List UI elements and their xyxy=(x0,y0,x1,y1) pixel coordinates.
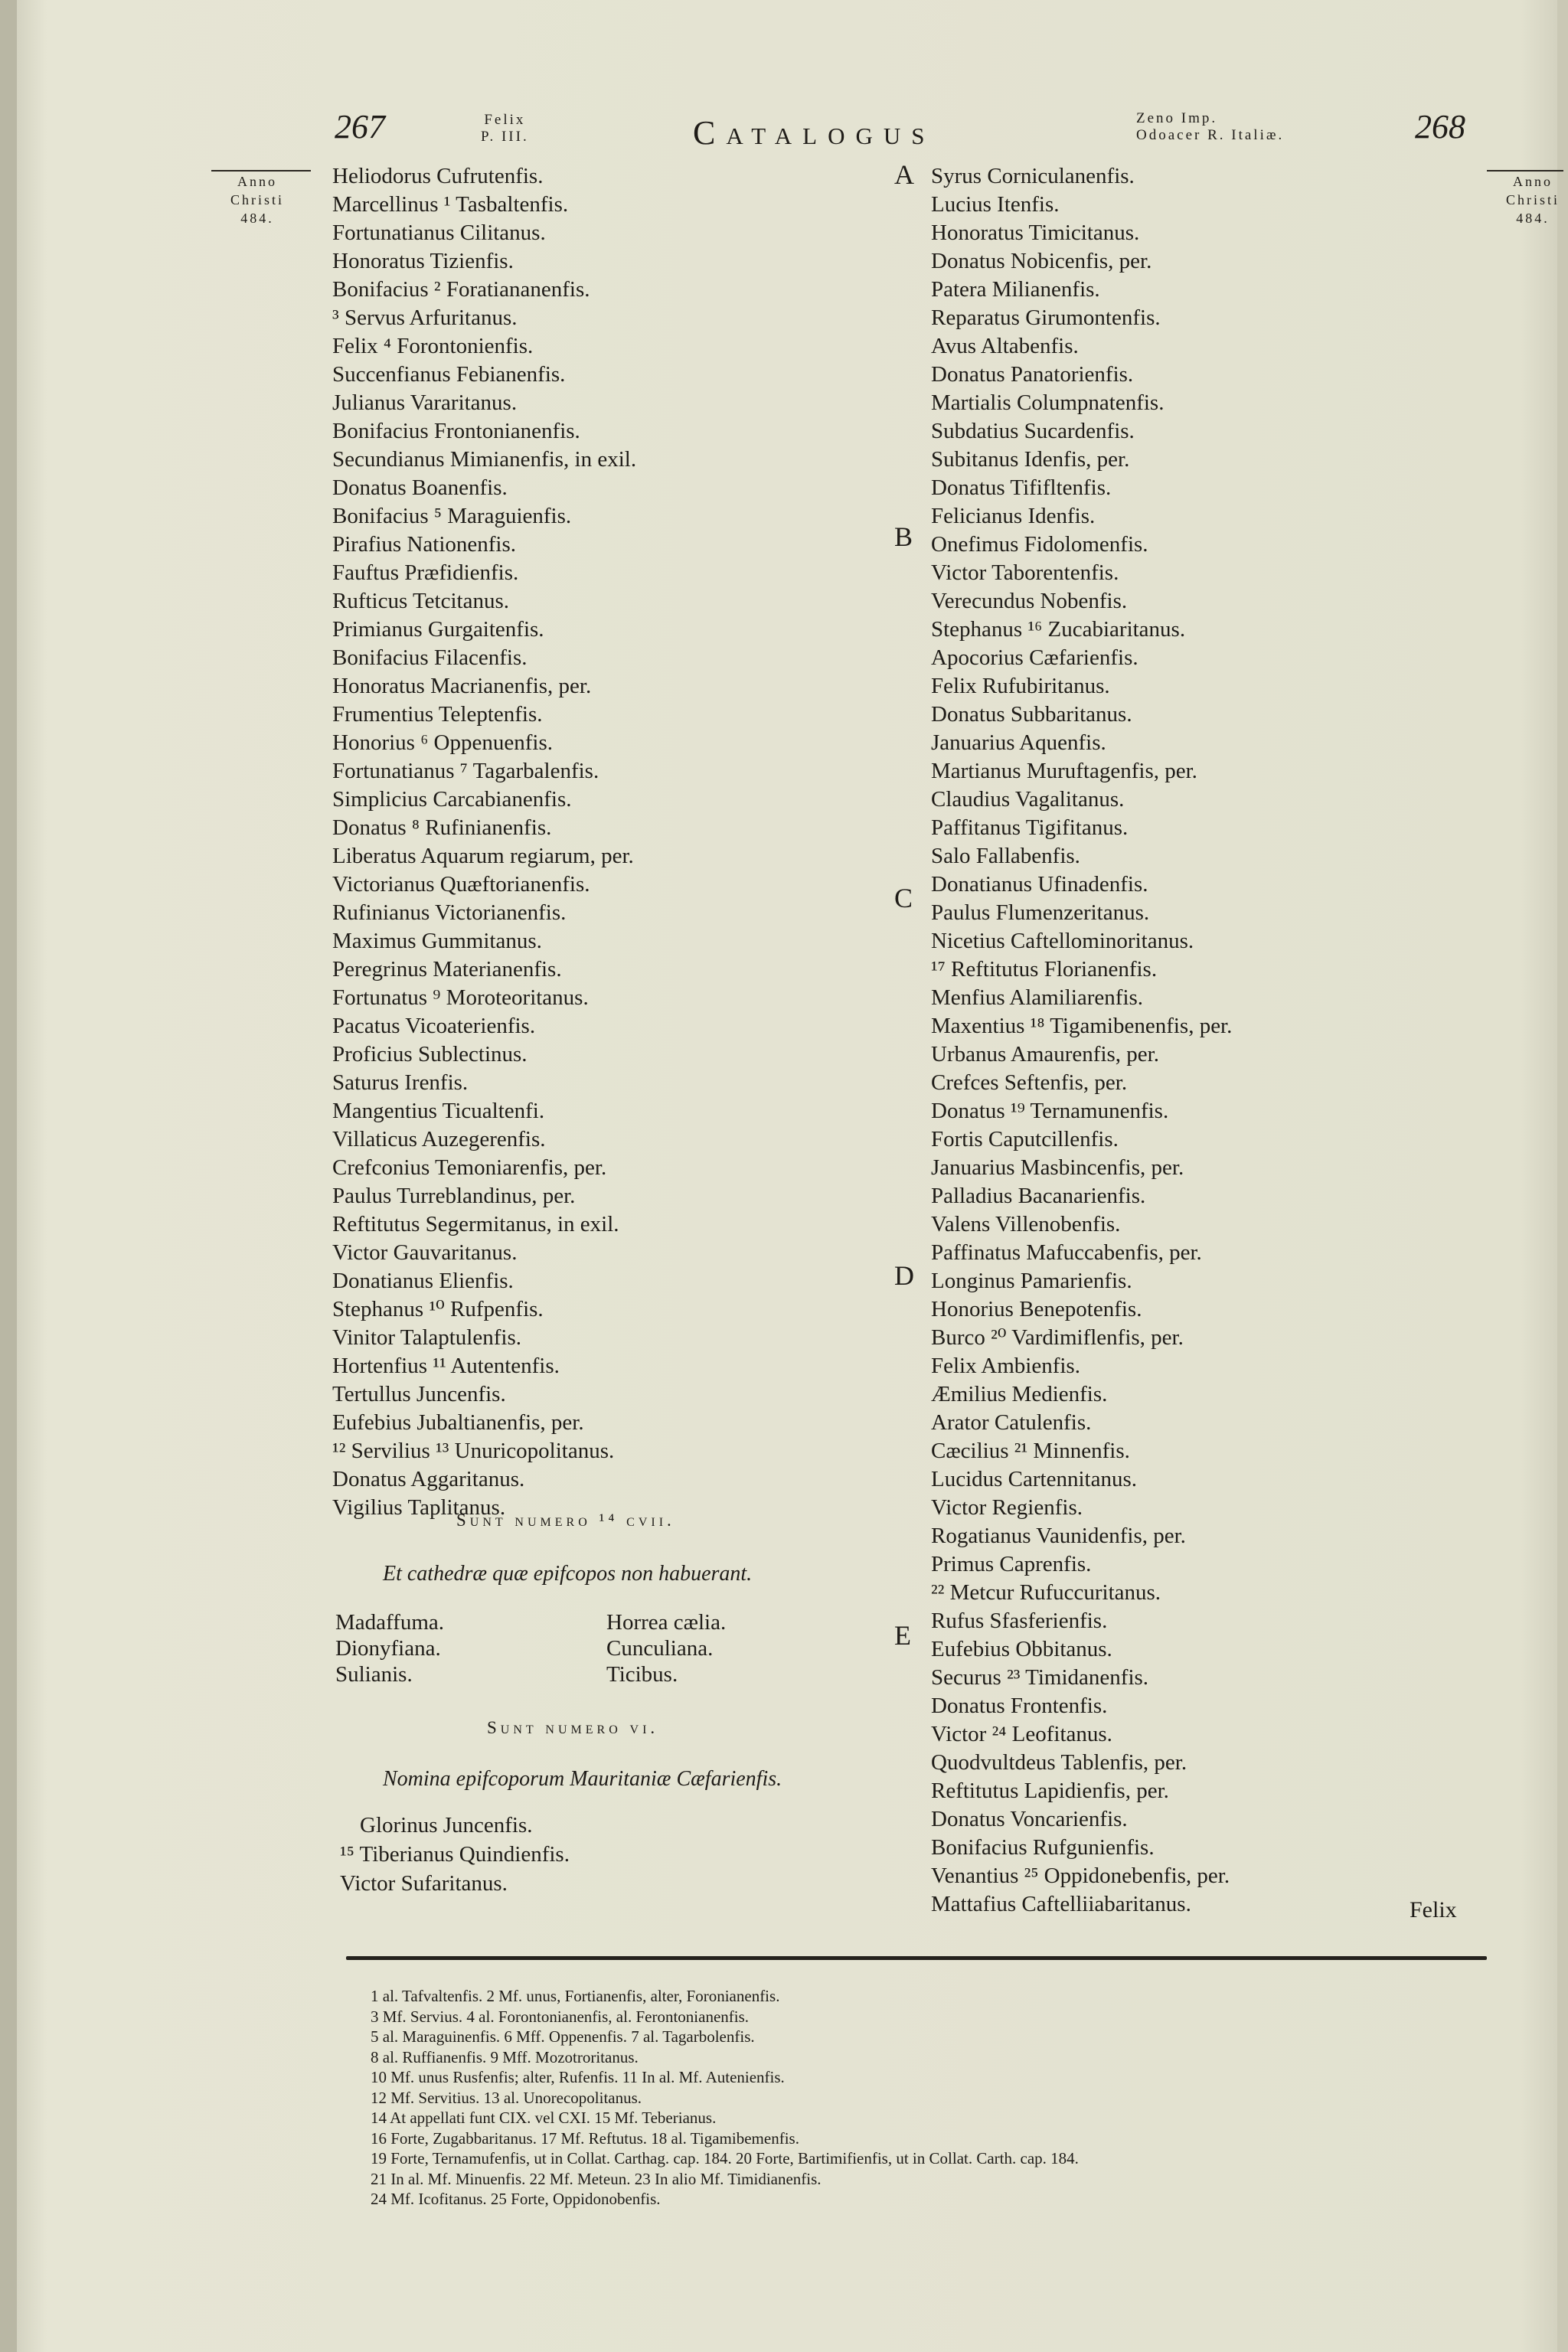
mauritania-item: ¹⁵ Tiberianus Quindienfis. xyxy=(340,1842,570,1867)
bishop-entry: Secundianus Mimianenfis, in exil. xyxy=(332,447,637,472)
bishop-entry: Vigilius Taplitanus. xyxy=(332,1495,506,1520)
bishop-entry: Saturus Irenfis. xyxy=(332,1070,469,1095)
footnote-divider xyxy=(346,1956,1487,1960)
bishop-entry: Donatus Frontenfis. xyxy=(931,1694,1108,1718)
bishop-entry: Peregrinus Materianenfis. xyxy=(332,957,562,982)
page-gutter-left xyxy=(0,0,17,2352)
bishop-entry: Rogatianus Vaunidenfis, per. xyxy=(931,1524,1186,1548)
footnote-line: 14 At appellati funt CIX. vel CXI. 15 Mf. Teberianus. xyxy=(371,2109,717,2127)
bishop-entry: Reparatus Girumontenfis. xyxy=(931,305,1161,330)
bishop-entry: Hortenfius ¹¹ Autentenfis. xyxy=(332,1354,560,1378)
margin-year-left xyxy=(211,172,303,227)
margin-right-line1: Anno xyxy=(1513,174,1553,189)
cathedra-item: Horrea cælia. xyxy=(606,1610,727,1635)
bishop-entry: Stephanus ¹⁶ Zucabiaritanus. xyxy=(931,617,1186,642)
bishop-entry: Honoratus Macrianenfis, per. xyxy=(332,674,592,698)
cathedra-item: Ticibus. xyxy=(606,1662,678,1687)
bishop-entry: Patera Milianenfis. xyxy=(931,277,1100,302)
bishop-entry: Quodvultdeus Tablenfis, per. xyxy=(931,1750,1187,1775)
anno-rule-right xyxy=(1487,170,1563,172)
bishop-entry: Subitanus Idenfis, per. xyxy=(931,447,1130,472)
bishop-entry: Valens Villenobenfis. xyxy=(931,1212,1121,1236)
section-marker-e: E xyxy=(894,1620,911,1651)
bishop-entry: Crefconius Temoniarenfis, per. xyxy=(332,1155,607,1180)
bishop-entry: Onefimus Fidolomenfis. xyxy=(931,532,1148,557)
cathedra-item: Dionyfiana. xyxy=(335,1636,441,1661)
margin-left-line2: Christi xyxy=(230,192,284,207)
header-left-line2: P. III. xyxy=(481,129,529,145)
footnote-line: 3 Mf. Servius. 4 al. Forontonianenfis, al. Ferontonianenfis. xyxy=(371,2007,750,2026)
cathedra-item: Madaffuma. xyxy=(335,1610,444,1635)
bishop-entry: Rufus Sfasferienfis. xyxy=(931,1609,1108,1633)
bishop-entry: Donatianus Ufinadenfis. xyxy=(931,872,1148,897)
bishop-entry: Paulus Flumenzeritanus. xyxy=(931,900,1150,925)
bishop-entry: Mattafius Caftelliiabaritanus. xyxy=(931,1892,1191,1916)
bishop-entry: Paffinatus Mafuccabenfis, per. xyxy=(931,1240,1202,1265)
bishop-entry: Honoratus Tizienfis. xyxy=(332,249,514,273)
cathedrae-heading: Et cathedræ quæ epifcopos non habuerant. xyxy=(383,1562,753,1586)
bishop-entry: Syrus Corniculanenfis. xyxy=(931,164,1135,188)
mauritania-heading: Nomina epifcoporum Mauritaniæ Cæfarienfis. xyxy=(383,1767,782,1791)
bishop-entry: Vinitor Talaptulenfis. xyxy=(332,1325,521,1350)
bishop-entry: Æmilius Medienfis. xyxy=(931,1382,1108,1406)
bishop-entry: ²² Metcur Rufuccuritanus. xyxy=(931,1580,1161,1605)
footnote-line: 19 Forte, Ternamufenfis, ut in Collat. Carthag. cap. 184. 20 Forte, Bartimifienfis, ut in Collat. Carth. cap. 184. xyxy=(371,2149,1079,2167)
margin-left-line3: 484. xyxy=(240,211,274,226)
bishop-entry: Bonifacius ² Foratiananenfis. xyxy=(332,277,590,302)
bishop-entry: Marcellinus ¹ Tasbaltenfis. xyxy=(332,192,569,217)
bishop-entry: Verecundus Nobenfis. xyxy=(931,589,1128,613)
bishop-entry: Donatus ⁸ Rufinianenfis. xyxy=(332,815,552,840)
footnote-line: 24 Mf. Icofitanus. 25 Forte, Oppidonobenfis. xyxy=(371,2190,661,2208)
bishop-entry: Salo Fallabenfis. xyxy=(931,844,1080,868)
bishop-entry: ¹² Servilius ¹³ Unuricopolitanus. xyxy=(332,1439,615,1463)
bishop-entry: Eufebius Obbitanus. xyxy=(931,1637,1112,1661)
bishop-entry: Rufinianus Victorianenfis. xyxy=(332,900,567,925)
bishop-entry: Felix Rufubiritanus. xyxy=(931,674,1110,698)
bishop-entry: Proficius Sublectinus. xyxy=(332,1042,528,1067)
cathedrae-left-list xyxy=(335,1609,444,1687)
bishop-entry: Donatus Panatorienfis. xyxy=(931,362,1134,387)
bishop-entry: Paffitanus Tigifitanus. xyxy=(931,815,1129,840)
bishop-entry: Eufebius Jubaltianenfis, per. xyxy=(332,1410,584,1435)
bishop-entry: Cæcilius ²¹ Minnenfis. xyxy=(931,1439,1130,1463)
mauritania-item: Glorinus Juncenfis. xyxy=(360,1813,533,1838)
bishop-entry: Honorius Benepotenfis. xyxy=(931,1297,1142,1321)
bishop-entry: Maxentius ¹⁸ Tigamibenenfis, per. xyxy=(931,1014,1233,1038)
footnote-line: 10 Mf. unus Rusfenfis; alter, Rufenfis. 11 In al. Mf. Autenienfis. xyxy=(371,2068,785,2086)
bishop-entry: Stephanus ¹⁰ Rufpenfis. xyxy=(332,1297,544,1321)
bishop-entry: Fortunatianus ⁷ Tagarbalenfis. xyxy=(332,759,599,783)
bishop-entry: Primus Caprenfis. xyxy=(931,1552,1092,1576)
bishop-entry: Succenfianus Febianenfis. xyxy=(332,362,566,387)
bishop-entry: Avus Altabenfis. xyxy=(931,334,1079,358)
sunt-numero-107: Sunt numero ¹⁴ cvii. xyxy=(456,1511,675,1530)
bishop-entry: Victor ²⁴ Leofitanus. xyxy=(931,1722,1112,1746)
bishop-entry: Mangentius Ticualtenfi. xyxy=(332,1099,545,1123)
bishop-entry: Tertullus Juncenfis. xyxy=(332,1382,506,1406)
bishop-entry: Martialis Columpnatenfis. xyxy=(931,390,1165,415)
bishop-entry: Pacatus Vicoaterienfis. xyxy=(332,1014,536,1038)
mauritania-item: Victor Sufaritanus. xyxy=(340,1871,508,1896)
bishop-entry: Reftitutus Segermitanus, in exil. xyxy=(332,1212,619,1236)
bishop-entry: Julianus Vararitanus. xyxy=(332,390,518,415)
bishop-entry: Donatus Subbaritanus. xyxy=(931,702,1132,727)
margin-right-line2: Christi xyxy=(1505,192,1560,207)
bishop-entry: Crefces Seftenfis, per. xyxy=(931,1070,1128,1095)
bishop-entry: Bonifacius Frontonianenfis. xyxy=(332,419,580,443)
section-marker-d: D xyxy=(894,1260,914,1291)
bishop-entry: Nicetius Caftellominoritanus. xyxy=(931,929,1194,953)
footnote-line: 8 al. Ruffianenfis. 9 Mff. Mozotroritanus. xyxy=(371,2047,639,2066)
page-gutter-right xyxy=(1557,0,1568,2352)
bishop-entry: Bonifacius ⁵ Maraguienfis. xyxy=(332,504,572,528)
margin-year-right xyxy=(1487,172,1568,227)
bishop-entry: Donatianus Elienfis. xyxy=(332,1269,514,1293)
left-column-list xyxy=(332,162,636,1522)
bishop-entry: Venantius ²⁵ Oppidonebenfis, per. xyxy=(931,1864,1230,1888)
bishop-entry: Lucius Itenfis. xyxy=(931,192,1060,217)
header-left-line1: Felix xyxy=(484,112,526,128)
bishop-entry: Januarius Masbincenfis, per. xyxy=(931,1155,1184,1180)
footnote-line: 1 al. Tafvaltenfis. 2 Mf. unus, Fortianenfis, alter, Foronianenfis. xyxy=(371,1987,780,2005)
bishop-entry: Fauftus Præfidienfis. xyxy=(332,560,519,585)
bishop-entry: Simplicius Carcabianenfis. xyxy=(332,787,572,812)
bishop-entry: Bonifacius Rufgunienfis. xyxy=(931,1835,1155,1860)
bishop-entry: Victor Gauvaritanus. xyxy=(332,1240,518,1265)
bishop-entry: Menfius Alamiliarenfis. xyxy=(931,985,1144,1010)
right-column-list xyxy=(931,162,1232,1919)
cathedrae-right-list xyxy=(606,1609,726,1687)
bishop-entry: Honorius ⁶ Oppenuenfis. xyxy=(332,730,553,755)
bishop-entry: Primianus Gurgaitenfis. xyxy=(332,617,544,642)
section-marker-c: C xyxy=(894,883,913,913)
bishop-entry: Donatus Aggaritanus. xyxy=(332,1467,525,1491)
bishop-entry: Maximus Gummitanus. xyxy=(332,929,542,953)
margin-right-line3: 484. xyxy=(1516,211,1550,226)
header-right-line2: Odoacer R. Italiæ. xyxy=(1136,127,1285,143)
bishop-entry: Victorianus Quæftorianenfis. xyxy=(332,872,590,897)
mauritania-list xyxy=(340,1811,570,1898)
footnotes xyxy=(371,1986,1079,2210)
sunt-numero-6: Sunt numero vi. xyxy=(487,1718,659,1737)
bishop-entry: Donatus Nobicenfis, per. xyxy=(931,249,1152,273)
header-right-line1: Zeno Imp. xyxy=(1136,110,1218,126)
bishop-entry: Fortunatus ⁹ Moroteoritanus. xyxy=(332,985,589,1010)
bishop-entry: Longinus Pamarienfis. xyxy=(931,1269,1132,1293)
bishop-entry: Paulus Turreblandinus, per. xyxy=(332,1184,576,1208)
bishop-entry: Felicianus Idenfis. xyxy=(931,504,1096,528)
bishop-entry: Bonifacius Filacenfis. xyxy=(332,645,528,670)
bishop-entry: Januarius Aquenfis. xyxy=(931,730,1106,755)
bishop-entry: Arator Catulenfis. xyxy=(931,1410,1092,1435)
bishop-entry: Claudius Vagalitanus. xyxy=(931,787,1125,812)
bishop-entry: Honoratus Timicitanus. xyxy=(931,220,1140,245)
bishop-entry: Burco ²⁰ Vardimiflenfis, per. xyxy=(931,1325,1184,1350)
bishop-entry: Subdatius Sucardenfis. xyxy=(931,419,1135,443)
bishop-entry: Felix ⁴ Forontonienfis. xyxy=(332,334,534,358)
bishop-entry: Donatus ¹⁹ Ternamunenfis. xyxy=(931,1099,1169,1123)
header-right-note xyxy=(1136,110,1284,144)
bishop-entry: Securus ²³ Timidanenfis. xyxy=(931,1665,1149,1690)
cathedra-item: Cunculiana. xyxy=(606,1636,714,1661)
bishop-entry: Urbanus Amaurenfis, per. xyxy=(931,1042,1159,1067)
page-title: Catalogus xyxy=(693,114,936,152)
bishop-entry: Heliodorus Cufrutenfis. xyxy=(332,164,544,188)
cathedra-item: Sulianis. xyxy=(335,1662,413,1687)
bishop-entry: Villaticus Auzegerenfis. xyxy=(332,1127,546,1152)
footnote-line: 21 In al. Mf. Minuenfis. 22 Mf. Meteun. 23 In alio Mf. Timidianenfis. xyxy=(371,2169,822,2188)
bishop-entry: Donatus Boanenfis. xyxy=(332,475,508,500)
footnote-line: 5 al. Maraguinenfis. 6 Mff. Oppenenfis. 7 al. Tagarbolenfis. xyxy=(371,2027,755,2046)
bishop-entry: Felix Ambienfis. xyxy=(931,1354,1080,1378)
bishop-entry: Victor Regienfis. xyxy=(931,1495,1083,1520)
section-marker-b: B xyxy=(894,521,913,552)
bishop-entry: ³ Servus Arfuritanus. xyxy=(332,305,518,330)
footnote-line: 12 Mf. Servitius. 13 al. Unorecopolitanus. xyxy=(371,2088,642,2107)
header-left-note xyxy=(481,112,529,145)
bishop-entry: ¹⁷ Reftitutus Florianenfis. xyxy=(931,957,1158,982)
bishop-entry: Victor Taborentenfis. xyxy=(931,560,1119,585)
bishop-entry: Fortis Caputcillenfis. xyxy=(931,1127,1119,1152)
page-number-left: 267 xyxy=(335,108,385,145)
bishop-entry: Liberatus Aquarum regiarum, per. xyxy=(332,844,634,868)
anno-rule-left xyxy=(211,170,311,172)
page-number-right: 268 xyxy=(1415,108,1465,145)
margin-left-line1: Anno xyxy=(237,174,277,189)
bishop-entry: Reftitutus Lapidienfis, per. xyxy=(931,1779,1169,1803)
section-marker-a: A xyxy=(894,159,914,190)
bishop-entry: Donatus Tififltenfis. xyxy=(931,475,1112,500)
bishop-entry: Palladius Bacanarienfis. xyxy=(931,1184,1146,1208)
catchword: Felix xyxy=(1410,1897,1457,1922)
bishop-entry: Donatus Voncarienfis. xyxy=(931,1807,1128,1831)
bishop-entry: Frumentius Teleptenfis. xyxy=(332,702,543,727)
bishop-entry: Pirafius Nationenfis. xyxy=(332,532,517,557)
bishop-entry: Apocorius Cæfarienfis. xyxy=(931,645,1138,670)
bishop-entry: Martianus Muruftagenfis, per. xyxy=(931,759,1197,783)
footnote-line: 16 Forte, Zugabbaritanus. 17 Mf. Reftutus. 18 al. Tigamibemenfis. xyxy=(371,2128,799,2148)
bishop-entry: Lucidus Cartennitanus. xyxy=(931,1467,1138,1491)
bishop-entry: Rufticus Tetcitanus. xyxy=(332,589,510,613)
bishop-entry: Fortunatianus Cilitanus. xyxy=(332,220,546,245)
